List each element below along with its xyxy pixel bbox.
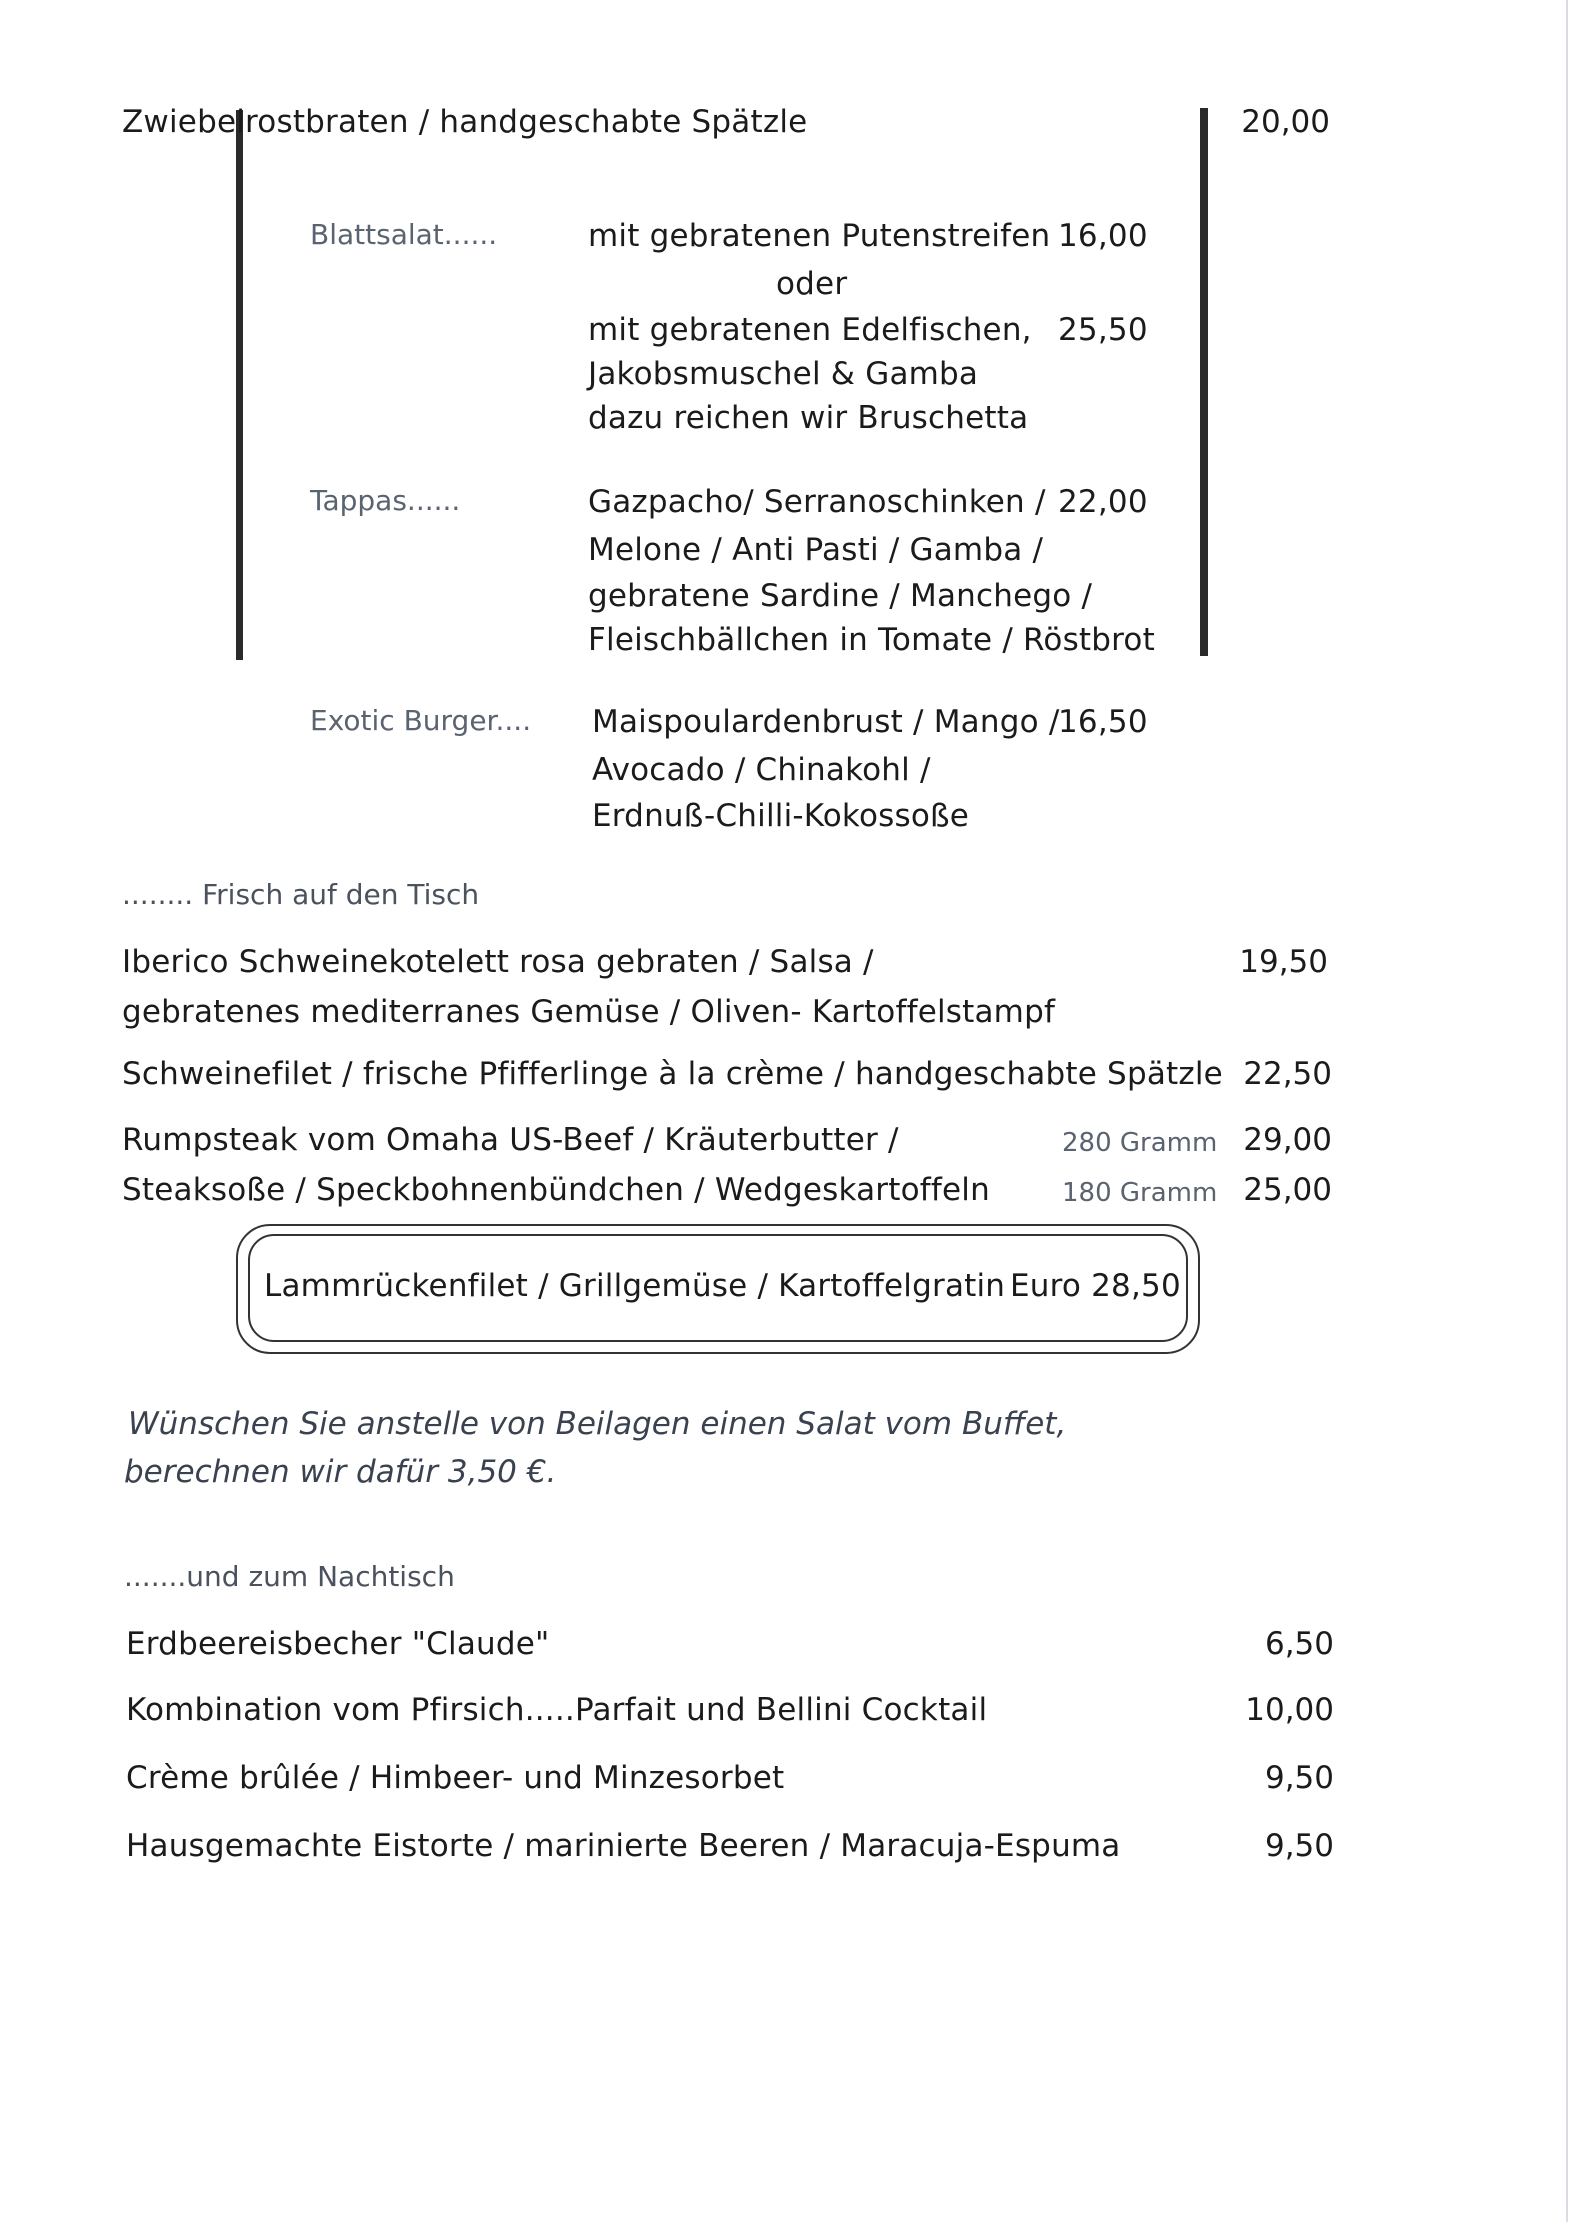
special-dish: Lammrückenfilet / Grillgemüse / Kartoffelgratin	[264, 1268, 1006, 1304]
blattsalat-line2: mit gebratenen Edelfischen,	[588, 312, 1032, 348]
rumpsteak-weight2: 180 Gramm	[1062, 1178, 1218, 1208]
burger-price: 16,50	[1058, 704, 1148, 740]
rumpsteak-price1: 29,00	[1243, 1122, 1332, 1158]
iberico-line1: Iberico Schweinekotelett rosa gebraten / Salsa /	[122, 944, 874, 980]
right-frame-line	[1200, 108, 1208, 656]
dessert-name: Crème brûlée / Himbeer- und Minzesorbet	[126, 1760, 785, 1796]
blattsalat-line3: Jakobsmuschel & Gamba	[588, 356, 979, 392]
scan-edge-right	[1566, 0, 1568, 2222]
rumpsteak-weight1: 280 Gramm	[1062, 1128, 1218, 1158]
dessert-name: Hausgemachte Eistorte / marinierte Beeren / Maracuja-Espuma	[126, 1828, 1121, 1864]
iberico-price: 19,50	[1239, 944, 1328, 980]
burger-line2: Avocado / Chinakohl /	[592, 752, 931, 788]
tappas-line4: Fleischbällchen in Tomate / Röstbrot	[588, 622, 1155, 658]
burger-line1: Maispoulardenbrust / Mango /	[592, 704, 1060, 740]
blattsalat-or: oder	[776, 266, 848, 302]
left-frame-line	[236, 110, 243, 660]
blattsalat-price1: 16,00	[1058, 218, 1148, 254]
salad-note-line1: Wünschen Sie anstelle von Beilagen einen Salat vom Buffet,	[128, 1406, 1067, 1442]
burger-label: Exotic Burger....	[310, 704, 532, 737]
dessert-name: Kombination vom Pfirsich.....Parfait und Bellini Cocktail	[126, 1692, 988, 1728]
blattsalat-line1: mit gebratenen Putenstreifen	[588, 218, 1051, 254]
tappas-line1: Gazpacho/ Serranoschinken /	[588, 484, 1046, 520]
dessert-price: 6,50	[1264, 1626, 1334, 1662]
tappas-line3: gebratene Sardine / Manchego /	[588, 578, 1093, 614]
section-fresh-heading: ........ Frisch auf den Tisch	[122, 878, 480, 911]
tappas-label: Tappas......	[310, 484, 461, 517]
iberico-line2: gebratenes mediterranes Gemüse / Oliven- Kartoffelstampf	[122, 994, 1056, 1030]
schweinefilet-price: 22,50	[1243, 1056, 1332, 1092]
rumpsteak-price2: 25,00	[1243, 1172, 1332, 1208]
rumpsteak-line1: Rumpsteak vom Omaha US-Beef / Kräuterbutter /	[122, 1122, 899, 1158]
schweinefilet-line: Schweinefilet / frische Pfifferlinge à la crème / handgeschabte Spätzle	[122, 1056, 1223, 1092]
blattsalat-price2: 25,50	[1058, 312, 1148, 348]
salad-note-line2: berechnen wir dafür 3,50 €.	[124, 1454, 557, 1490]
blattsalat-label: Blattsalat......	[310, 218, 498, 251]
special-price: Euro 28,50	[1010, 1268, 1181, 1304]
section-dessert-heading: .......und zum Nachtisch	[124, 1560, 455, 1593]
tappas-line2: Melone / Anti Pasti / Gamba /	[588, 532, 1044, 568]
tappas-price: 22,00	[1058, 484, 1148, 520]
dessert-name: Erdbeereisbecher "Claude"	[126, 1626, 550, 1662]
burger-line3: Erdnuß-Chilli-Kokossoße	[592, 798, 970, 834]
top-dish: Zwiebelrostbraten / handgeschabte Spätzle	[122, 104, 808, 140]
dessert-price: 9,50	[1264, 1828, 1334, 1864]
blattsalat-line4: dazu reichen wir Bruschetta	[588, 400, 1029, 436]
dessert-price: 9,50	[1264, 1760, 1334, 1796]
rumpsteak-line2: Steaksoße / Speckbohnenbündchen / Wedgeskartoffeln	[122, 1172, 990, 1208]
dessert-price: 10,00	[1245, 1692, 1334, 1728]
top-dish-price: 20,00	[1241, 104, 1330, 140]
